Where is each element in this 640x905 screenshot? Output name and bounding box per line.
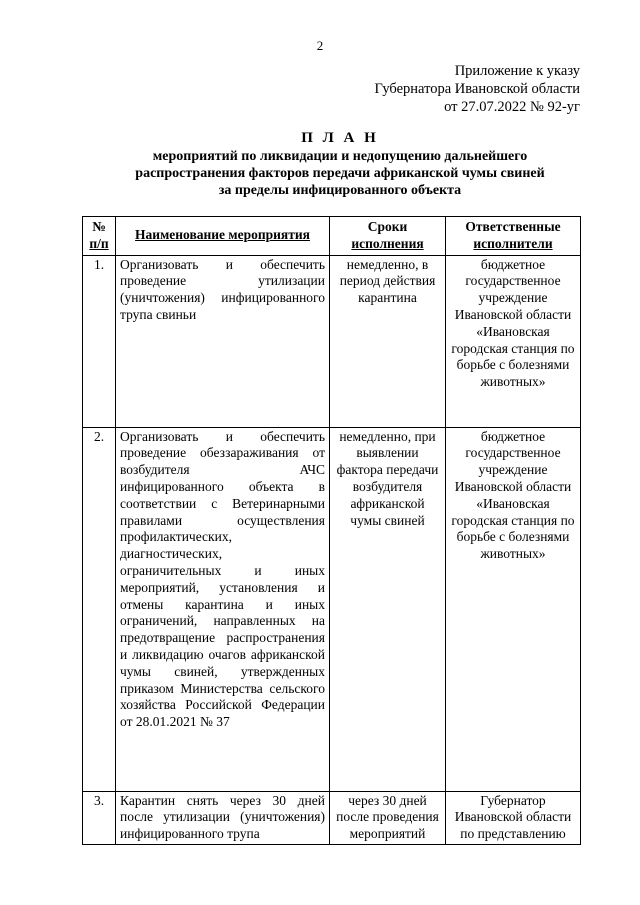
header-resp xyxy=(446,217,581,256)
appendix-line-2: Губернатора Ивановской области xyxy=(374,81,580,97)
table-row xyxy=(83,427,581,791)
row-measure: Организовать и обеспечить проведение утилизации (уничтожения) инфицированного трупа свиньи xyxy=(116,255,330,427)
header-name-label: Наименование мероприятия xyxy=(135,227,310,243)
page-number: 2 xyxy=(316,38,324,53)
row-measure: Организовать и обеспечить проведение обеззараживания от возбудителя АЧС инфицированного объекта в соответствии с Ветеринарными правилами осуществления профилактических, диагностических, ограничительных и иных мероприятий, установления и отмены карантина и иных ограничений, направленных на предотвращение распространения и ликвидацию очагов африканской чумы свиней, утвержденных приказом Министерства сельского хозяйства Российской Федерации от 28.01.2021 № 37 xyxy=(116,427,330,791)
header-term-line-1: Сроки xyxy=(367,219,408,234)
table-row xyxy=(83,791,581,844)
header-num xyxy=(83,217,116,256)
row-measure: Карантин снять через 30 дней после утилизации (уничтожения) инфицированного трупа xyxy=(116,791,330,844)
row-deadline: через 30 дней после проведения мероприятий xyxy=(330,791,446,844)
row-number: 2. xyxy=(83,427,116,791)
row-number: 1. xyxy=(83,255,116,427)
appendix-header xyxy=(375,62,580,116)
table-header-row xyxy=(83,217,581,256)
row-deadline: немедленно, при выявлении фактора передачи возбудителя африканской чумы свиней xyxy=(330,427,446,791)
appendix-line-1: Приложение к указу xyxy=(454,63,580,79)
plan-subtitle: мероприятий по ликвидации и недопущению дальнейшего распространения факторов передачи африканской чумы свиней за пределы инфицированного объекта xyxy=(135,149,545,198)
plan-heading xyxy=(80,128,600,199)
header-resp-line-1: Ответственные xyxy=(465,219,561,234)
header-resp-line-2: исполнители xyxy=(473,235,553,251)
appendix-line-3: от 27.07.2022 № 92-уг xyxy=(444,99,580,115)
row-responsible: Губернатор Ивановской области по представлению xyxy=(446,791,581,844)
header-name xyxy=(116,217,330,256)
row-responsible: бюджетное государственное учреждение Ивановской области «Ивановская городская станция по борьбе с болезнями животных» xyxy=(446,427,581,791)
header-num-line-1: № xyxy=(92,219,106,234)
header-term-line-2: исполнения xyxy=(351,235,424,251)
header-num-line-2: п/п xyxy=(89,235,109,251)
row-responsible: бюджетное государственное учреждение Ивановской области «Ивановская городская станция по борьбе с болезнями животных» xyxy=(446,255,581,427)
row-deadline: немедленно, в период действия карантина xyxy=(330,255,446,427)
header-term xyxy=(330,217,446,256)
plan-title: П Л А Н xyxy=(301,130,379,146)
plan-table xyxy=(82,216,581,845)
table-row xyxy=(83,255,581,427)
row-number: 3. xyxy=(83,791,116,844)
